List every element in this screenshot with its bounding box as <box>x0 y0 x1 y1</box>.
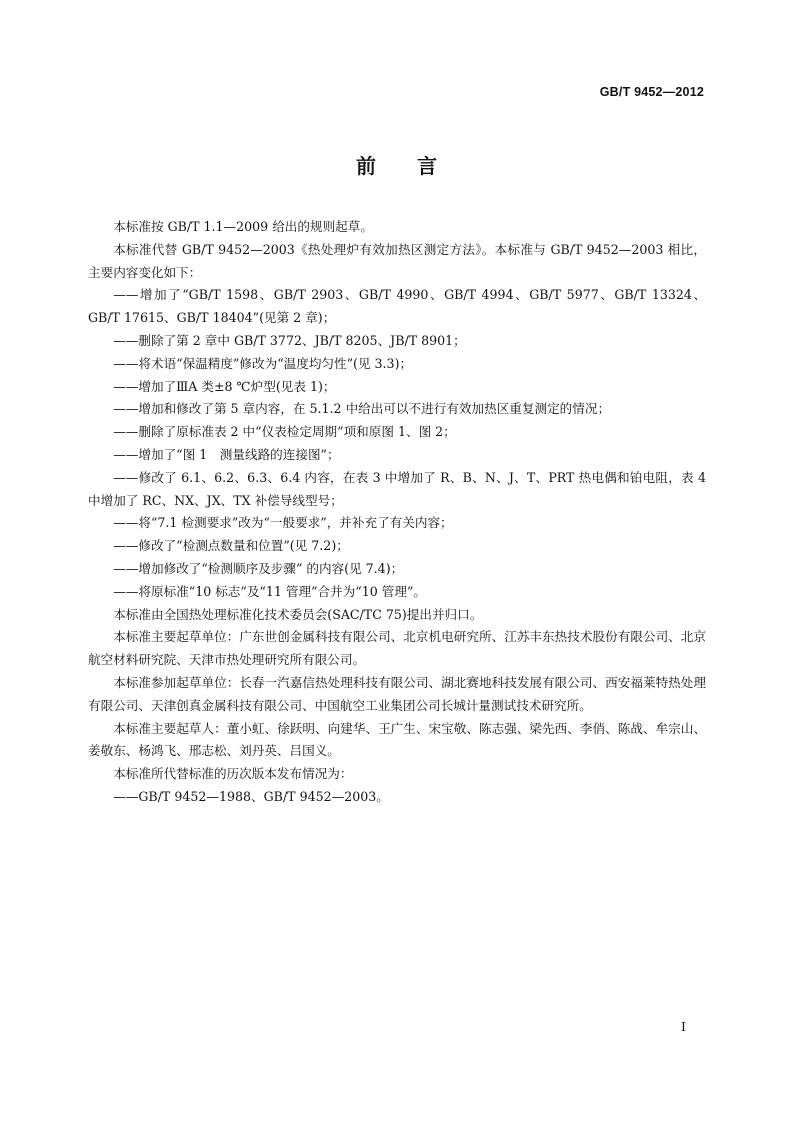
title-char-2: 言 <box>417 154 438 178</box>
dash-marker: —— <box>113 560 139 576</box>
change-item <box>88 558 706 581</box>
dash-marker: —— <box>113 332 139 348</box>
paragraph-history-intro: 本标准所代替标准的历次版本发布情况为： <box>113 766 353 782</box>
dash-marker: —— <box>113 287 139 303</box>
standard-code: GB/T 9452—2012 <box>599 85 704 99</box>
page-title <box>0 150 794 179</box>
preface-body <box>88 216 706 809</box>
change-text: 修改了 6.1、6.2、6.3、6.4 内容，在表 3 中增加了 R、B、N、J、T、PRT 热电偶和铂电阻，表 4 中增加了 RC、NX、JX、TX 补偿导线型号； <box>88 469 706 508</box>
change-item <box>88 353 706 376</box>
history-item <box>88 786 706 809</box>
change-text: 将“7.1 检测要求”改为“一般要求”，并补充了有关内容； <box>138 515 453 531</box>
change-item <box>88 376 706 399</box>
change-item <box>88 421 706 444</box>
dash-marker: —— <box>113 538 139 554</box>
page-number: I <box>681 1019 686 1034</box>
change-item <box>88 444 706 467</box>
change-text: 增加和修改了第 5 章内容，在 5.1.2 中给出可以不进行有效加热区重复测定的情况； <box>138 401 611 417</box>
change-item <box>88 330 706 353</box>
dash-marker: —— <box>113 469 139 485</box>
dash-marker: —— <box>113 355 139 371</box>
change-text: 增加了“图 1 测量线路的连接图”； <box>138 446 340 462</box>
change-item <box>88 581 706 604</box>
paragraph-participating-units: 本标准参加起草单位：长春一汽嘉信热处理科技有限公司、湖北赛地科技发展有限公司、西安福莱特热处理有限公司、天津创真金属科技有限公司、中国航空工业集团公司长城计量测试技术研究所。 <box>88 674 706 713</box>
paragraph-replacement: 本标准代替 GB/T 9452—2003《热处理炉有效加热区测定方法》。本标准与 GB/T 9452—2003 相比，主要内容变化如下： <box>88 241 706 280</box>
dash-marker: —— <box>113 583 139 599</box>
paragraph-drafters: 本标准主要起草人：董小虹、徐跃明、向建华、王广生、宋宝敬、陈志强、梁先西、李俏、陈战、牟宗山、姜敬东、杨鸿飞、邢志松、刘丹英、吕国义。 <box>88 720 706 759</box>
paragraph-main-drafters-units: 本标准主要起草单位：广东世创金属科技有限公司、北京机电研究所、江苏丰东热技术股份有限公司、北京航空材料研究院、天津市热处理研究所有限公司。 <box>88 629 706 668</box>
change-item <box>88 512 706 535</box>
dash-marker: —— <box>113 401 139 417</box>
paragraph-proposer: 本标准由全国热处理标准化技术委员会(SAC/TC 75)提出并归口。 <box>113 606 483 622</box>
change-text: 修改了“检测点数量和位置”(见 7.2)； <box>138 538 349 554</box>
dash-marker: —— <box>113 788 139 804</box>
change-item <box>88 284 706 330</box>
dash-marker: —— <box>113 515 139 531</box>
dash-marker: —— <box>113 446 139 462</box>
dash-marker: —— <box>113 424 139 440</box>
change-text: 将术语“保温精度”修改为“温度均匀性”(见 3.3)； <box>138 355 413 371</box>
history-text: GB/T 9452—1988、GB/T 9452—2003。 <box>138 788 389 804</box>
change-text: 增加了ⅢA 类±8 ℃炉型(见表 1)； <box>138 378 336 394</box>
change-text: 删除了第 2 章中 GB/T 3772、JB/T 8205、JB/T 8901； <box>138 332 466 348</box>
change-text: 增加了“GB/T 1598、GB/T 2903、GB/T 4990、GB/T 4994、GB/T 5977、GB/T 13324、GB/T 17615、GB/T 18404”(见第 2 章)； <box>88 287 706 326</box>
dash-marker: —— <box>113 378 139 394</box>
change-item <box>88 467 706 513</box>
change-item <box>88 398 706 421</box>
paragraph-drafting-rules: 本标准按 GB/T 1.1—2009 给出的规则起草。 <box>113 219 373 234</box>
title-char-1: 前 <box>356 154 377 178</box>
change-text: 删除了原标准表 2 中“仪表检定周期”项和原图 1、图 2； <box>138 424 456 440</box>
change-text: 增加修改了“检测顺序及步骤” 的内容(见 7.4)； <box>138 560 404 576</box>
change-item <box>88 535 706 558</box>
change-text: 将原标准“10 标志”及“11 管理”合并为“10 管理”。 <box>138 583 426 599</box>
